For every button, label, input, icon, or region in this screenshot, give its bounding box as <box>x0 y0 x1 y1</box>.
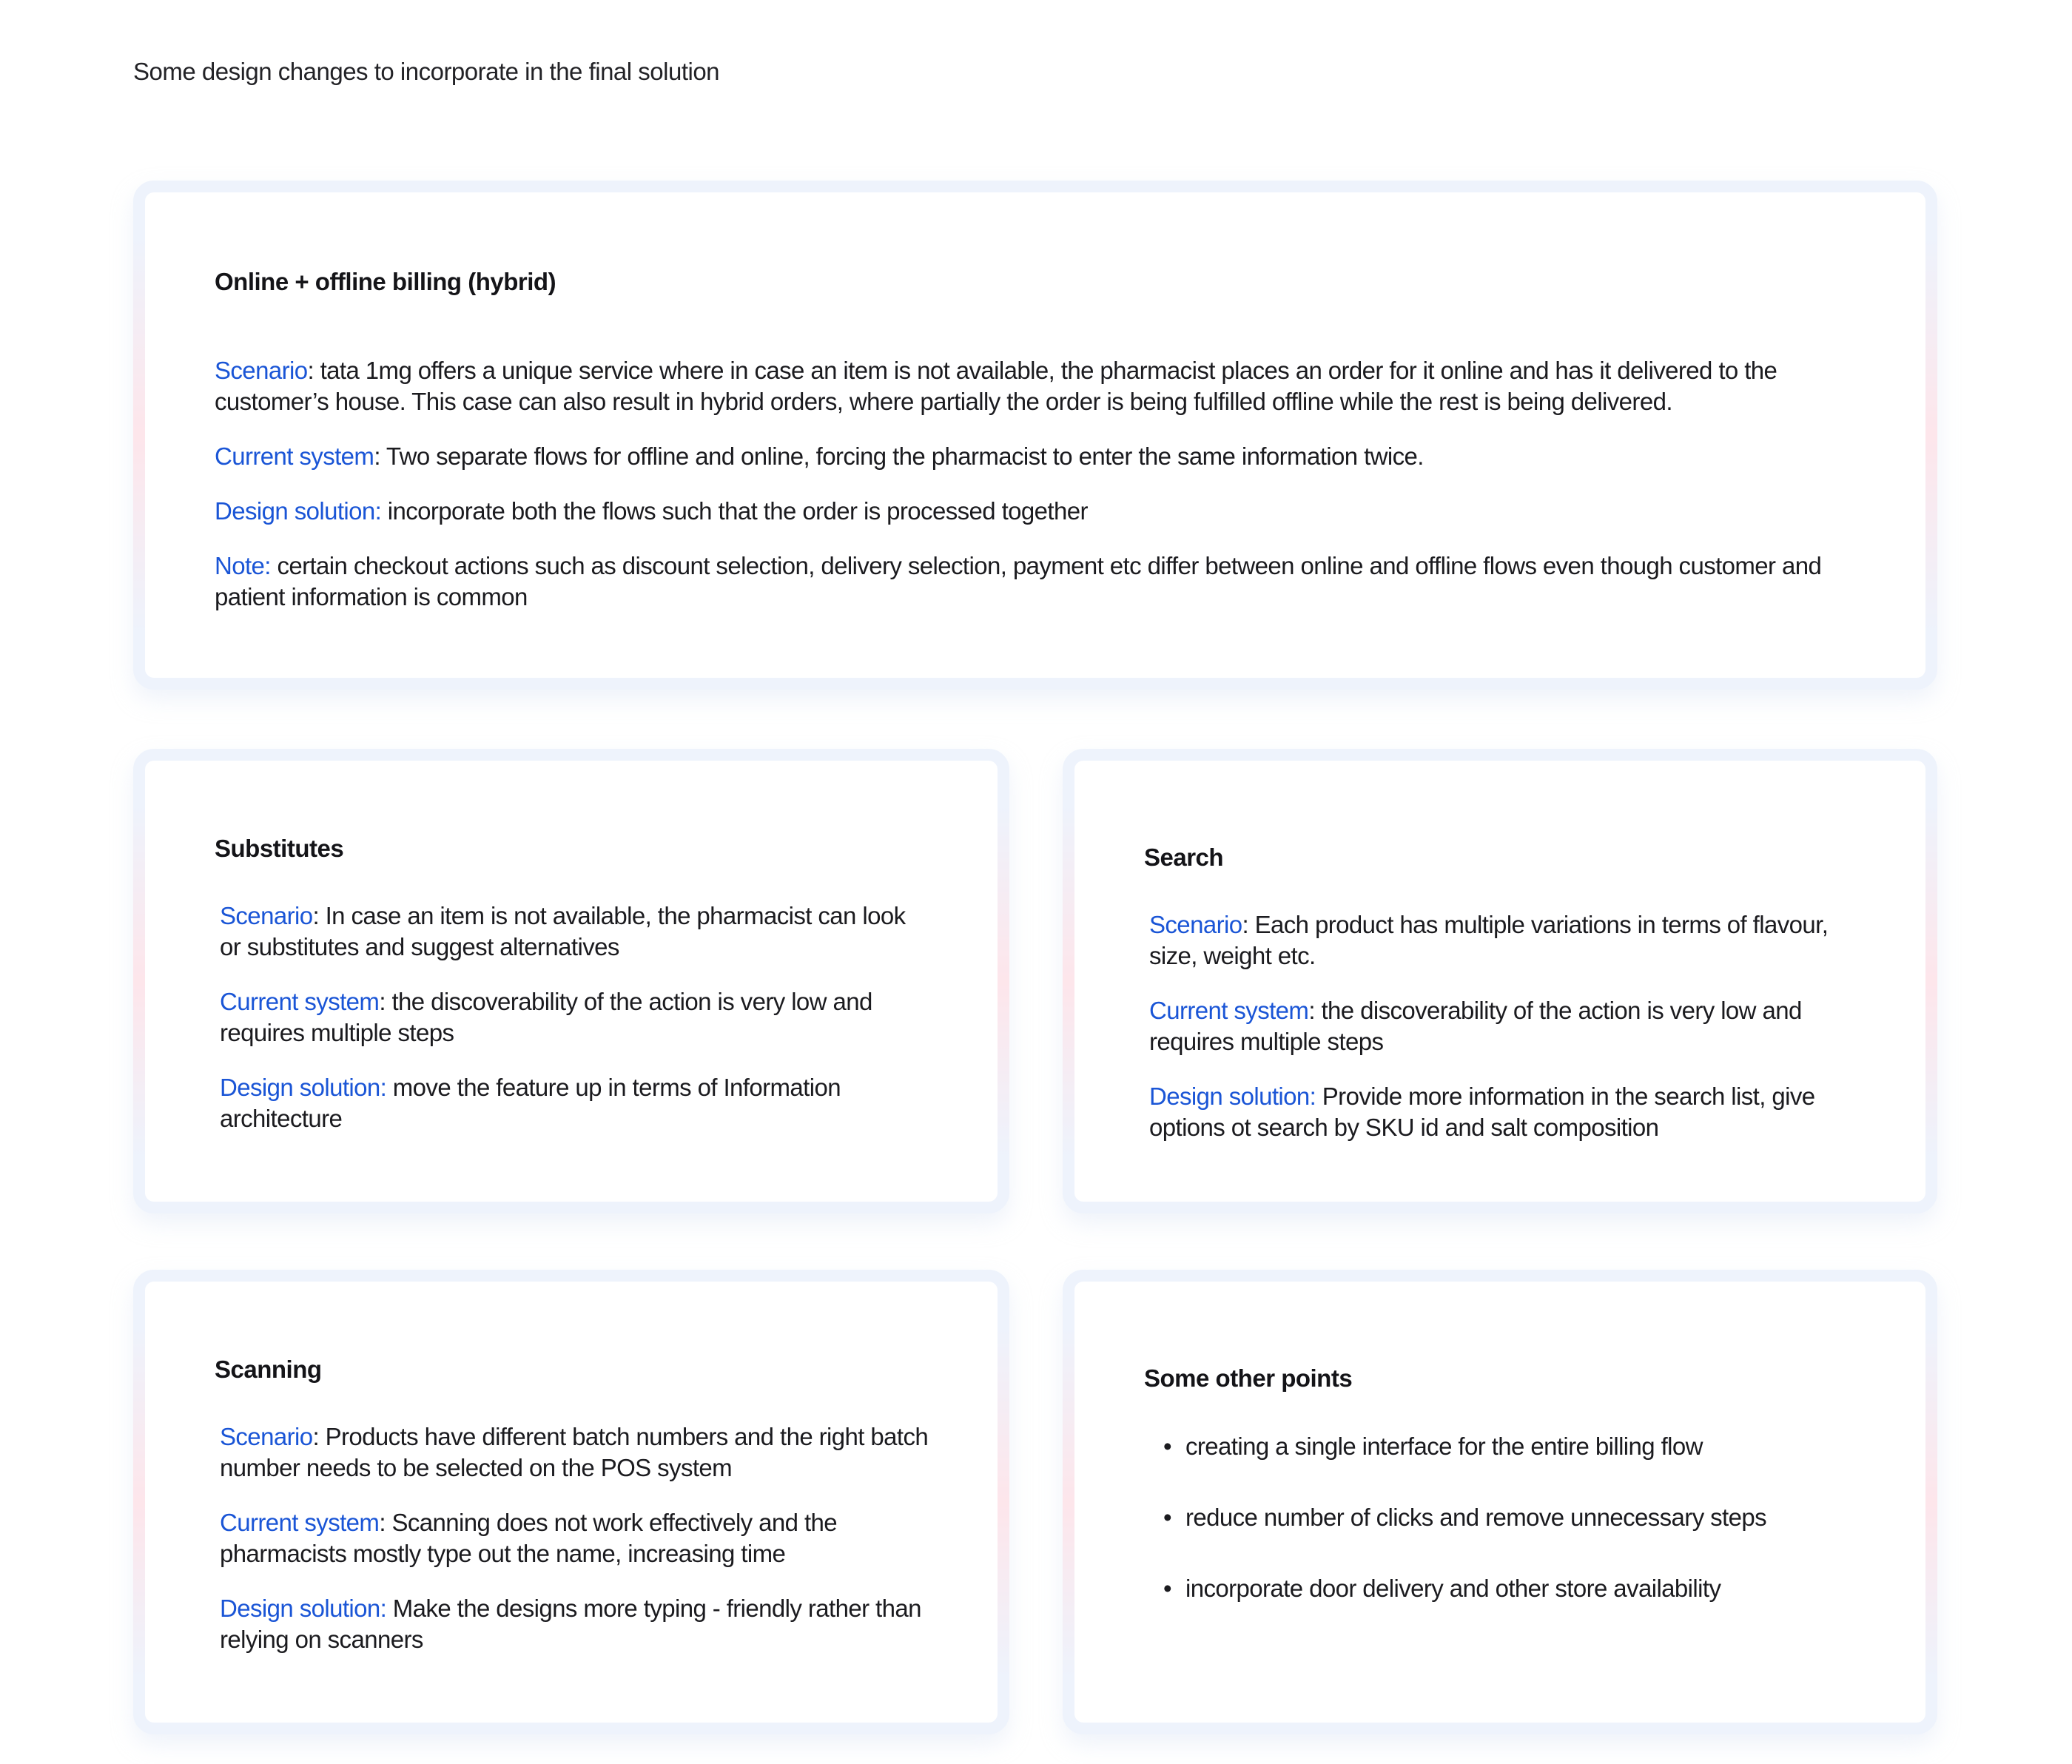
current-system-text: : the discoverability of the action is very low and requires multiple steps <box>1149 997 1802 1055</box>
scanning-card <box>133 1270 1009 1734</box>
card-title: Search <box>1144 844 1224 871</box>
card-title: Scanning <box>215 1356 322 1383</box>
scenario-text: : Each product has multiple variations in terms of flavour, size, weight etc. <box>1149 911 1829 969</box>
scenario-label: Scenario <box>215 357 308 384</box>
current-system-label: Current system <box>1149 997 1309 1024</box>
current-system-paragraph <box>220 986 930 1048</box>
design-solution-paragraph <box>220 1072 930 1134</box>
hybrid-billing-card <box>133 181 1937 690</box>
current-system-label: Current system <box>215 442 374 470</box>
list-item <box>1163 1573 1888 1644</box>
bullet-dot-icon: • <box>1163 1504 1171 1531</box>
note-label: Note: <box>215 552 271 579</box>
current-system-paragraph <box>1149 995 1860 1057</box>
search-card <box>1063 749 1937 1213</box>
design-solution-paragraph <box>215 496 1872 527</box>
card-title: Substitutes <box>215 835 344 862</box>
scenario-text: : tata 1mg offers a unique service where in case an item is not available, the pharmacist places an order for it online and has it delivered to the customer’s house. This case can also result in hybrid orders, where partially the order is being fulfilled offline while the rest is being delivered. <box>215 357 1777 415</box>
design-solution-paragraph <box>220 1593 930 1655</box>
design-solution-label: Design solution: <box>1149 1083 1316 1110</box>
bullet-dot-icon: • <box>1163 1575 1171 1602</box>
scenario-paragraph <box>215 355 1872 417</box>
design-solution-label: Design solution: <box>220 1595 387 1622</box>
scenario-paragraph <box>1149 909 1860 972</box>
other-points-list <box>1163 1431 1888 1644</box>
scenario-label: Scenario <box>1149 911 1242 938</box>
note-text: certain checkout actions such as discount selection, delivery selection, payment etc differ between online and offline flows even though customer and patient information is common <box>215 552 1822 610</box>
other-points-card <box>1063 1270 1937 1734</box>
scenario-paragraph <box>220 900 930 963</box>
current-system-label: Current system <box>220 1509 380 1536</box>
list-item-text: incorporate door delivery and other store availability <box>1185 1575 1721 1602</box>
list-item <box>1163 1502 1888 1573</box>
current-system-label: Current system <box>220 988 380 1015</box>
current-system-paragraph <box>220 1507 930 1569</box>
substitutes-card <box>133 749 1009 1213</box>
design-solution-paragraph <box>1149 1081 1860 1143</box>
scenario-text: : In case an item is not available, the pharmacist can look or substitutes and suggest alternatives <box>220 902 906 960</box>
design-solution-text: move the feature up in terms of Information architecture <box>220 1074 841 1132</box>
design-solution-text: incorporate both the flows such that the order is processed together <box>381 497 1088 525</box>
design-solution-label: Design solution: <box>215 497 382 525</box>
current-system-text: : Two separate flows for offline and online, forcing the pharmacist to enter the same information twice. <box>374 442 1424 470</box>
list-item-text: creating a single interface for the entire billing flow <box>1185 1433 1703 1460</box>
bullet-dot-icon: • <box>1163 1433 1171 1460</box>
page-intro: Some design changes to incorporate in the final solution <box>133 58 720 85</box>
current-system-text: : the discoverability of the action is very low and requires multiple steps <box>220 988 872 1046</box>
scenario-label: Scenario <box>220 902 313 929</box>
scenario-label: Scenario <box>220 1423 313 1450</box>
current-system-text: : Scanning does not work effectively and the pharmacists mostly type out the name, increasing time <box>220 1509 838 1567</box>
current-system-paragraph <box>215 441 1872 472</box>
note-paragraph <box>215 551 1872 613</box>
list-item-text: reduce number of clicks and remove unnecessary steps <box>1185 1504 1767 1531</box>
design-solution-label: Design solution: <box>220 1074 387 1101</box>
scenario-text: : Products have different batch numbers and the right batch number needs to be selected on the POS system <box>220 1423 929 1481</box>
card-title: Some other points <box>1144 1364 1353 1392</box>
design-solution-text: Make the designs more typing - friendly rather than relying on scanners <box>220 1595 921 1653</box>
scenario-paragraph <box>220 1421 930 1484</box>
card-title: Online + offline billing (hybrid) <box>215 268 556 295</box>
design-solution-text: Provide more information in the search list, give options ot search by SKU id and salt composition <box>1149 1083 1815 1141</box>
list-item <box>1163 1431 1888 1502</box>
